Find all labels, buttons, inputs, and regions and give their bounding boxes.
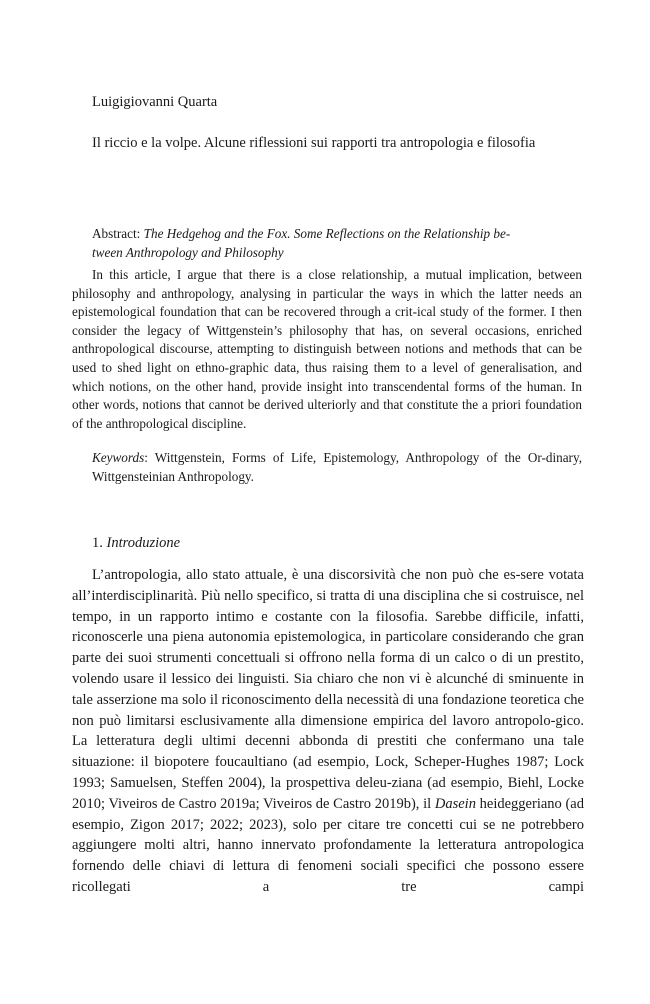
section-title: Introduzione: [106, 535, 181, 551]
body-dasein-term: Dasein: [434, 795, 476, 812]
section-heading: [92, 533, 180, 553]
section-number: 1.: [92, 535, 107, 551]
keywords-label: Keywords: [92, 450, 145, 465]
abstract-english-title-line1: The Hedgehog and the Fox. Some Reflections on the Relationship be-: [143, 226, 511, 241]
abstract-english-title-line2: tween Anthropology and Philosophy: [92, 244, 284, 260]
abstract-heading-line2: [72, 244, 582, 263]
abstract-heading: [72, 225, 582, 262]
abstract-heading-line1: [72, 225, 582, 244]
keywords: [72, 449, 582, 486]
abstract-label: Abstract:: [92, 226, 144, 241]
article-title: Il riccio e la volpe. Alcune riflessioni sui rapporti tra antropologia e filosofia: [92, 135, 536, 151]
author-name: Luigigiovanni Quarta: [92, 94, 218, 110]
abstract-text: In this article, I argue that there is a close relationship, a mutual implication, between philosophy and anthropology, analysing in particular the ways in which the latter needs an epistemological foundation that can be recovered through a crit-ical study of the former. I then consider the legacy of Wittgenstein’s philosophy that has, on several occasions, enriched anthropological discourse, attempting to distinguish between notions and methods that can be used to shed light on ethno-graphic data, thus raising them to a level of generalisation, and which notions, on the other hand, provide insight into transcendental forms of the human. In other words, notions that cannot be derived ulteriorly and that constitute the a priori foundation of the anthropological discipline.: [72, 267, 582, 431]
body-text-part1: L’antropologia, allo stato attuale, è una discorsività che non può che es-sere votata all’interdisciplinarità. Più nello specifico, si tratta di una disciplina che si costruisce, nel tempo, in un rapporto intimo e costante con la filosofia. Sarebbe difficile, infatti, riconoscerle una piena autonomia epistemologica, in particolare considerando che gran parte dei suoi strumenti concettuali si offrono nella forma di un calco o di un prestito, volendo usare il lessico dei linguisti. Sia chiaro che non vi è alcunché di sminuente in tale asserzione ma solo il riconoscimento della necessità di una fondazione teoretica che non può limitarsi esclusivamente alla dimensione empirica del lavoro antropolo-gico. La letteratura degli ultimi decenni abbonda di prestiti che confermano una tale situazione: il biopotere foucaultiano (ad esempio, Lock, Scheper-Hughes 1987; Lock 1993; Samuelsen, Steffen 2004), la prospettiva deleu-ziana (ad esempio, Biehl, Locke 2010; Viveiros de Castro 2019a; Viveiros de Castro 2019b), il: [72, 567, 584, 812]
body-paragraph: [72, 565, 584, 898]
keywords-text: : Wittgenstein, Forms of Life, Epistemology, Anthropology of the Or-dinary, Wittgensteinian Anthropology.: [92, 450, 582, 484]
body-text-part2: heideggeriano (ad esempio, Zigon 2017; 2022; 2023), solo per citare tre concetti cui se ne potrebbero aggiungere molti altri, hanno innervato profondamente la letteratura antropologica fornendo delle chiavi di lettura di fenomeni sociali specifici che possono essere ricollegati a tre campi: [72, 795, 584, 895]
